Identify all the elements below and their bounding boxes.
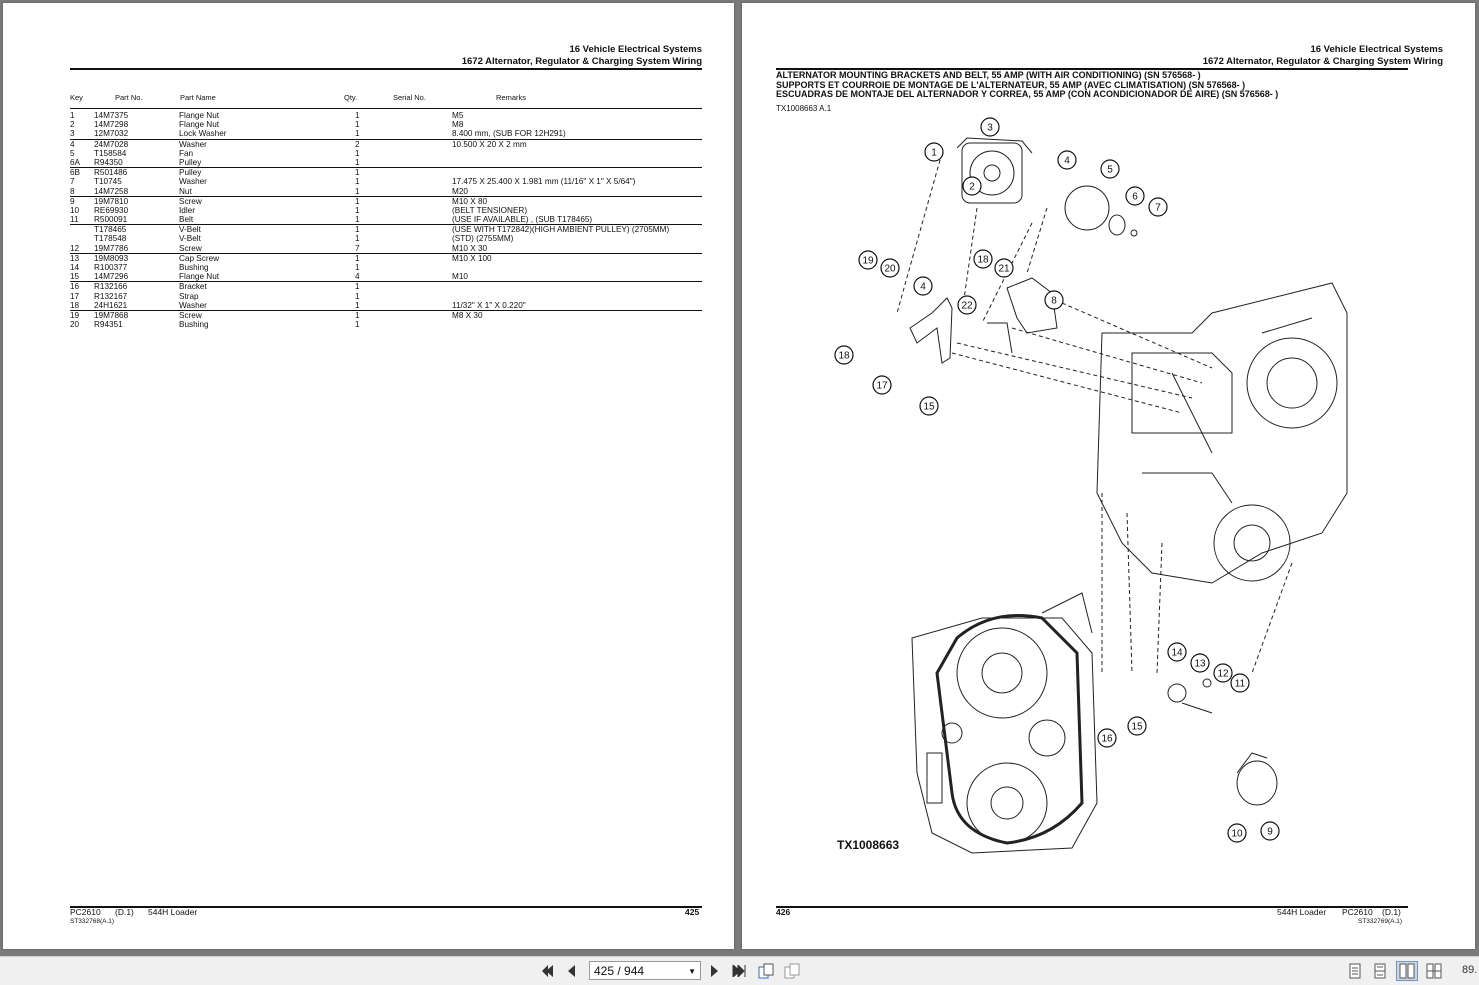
callout-label: 14 xyxy=(1171,647,1183,659)
part-name: V-Belt xyxy=(179,225,201,235)
part-qty: 1 xyxy=(355,129,360,139)
part-qty: 1 xyxy=(355,196,360,206)
col-part-name: Part Name xyxy=(180,93,216,102)
part-qty: 1 xyxy=(355,263,360,272)
part-key: 2 xyxy=(70,120,75,130)
callout-label: 6 xyxy=(1132,191,1138,203)
part-remarks: (USE WITH T172842)(HIGH AMBIENT PULLEY) (2705MM) xyxy=(452,225,670,235)
part-number: R94350 xyxy=(94,157,123,167)
part-name: Pulley xyxy=(179,168,202,178)
part-qty: 4 xyxy=(355,272,360,282)
callout-label: 11 xyxy=(1234,678,1246,690)
parts-table xyxy=(70,111,702,329)
part-qty: 1 xyxy=(355,148,360,158)
part-name: Strap xyxy=(179,291,199,301)
part-key: 17 xyxy=(70,291,80,301)
callout-3 xyxy=(981,118,999,136)
callout-11 xyxy=(1231,674,1249,692)
page-number: 426 xyxy=(776,907,791,917)
part-key: 6A xyxy=(70,157,81,167)
footer-doc-id: ST332769(A.1) xyxy=(1358,918,1403,925)
col-part-no: Part No. xyxy=(115,93,143,102)
part-qty: 2 xyxy=(355,139,360,149)
leader-dashes xyxy=(897,153,1292,673)
part-qty: 1 xyxy=(355,215,360,225)
table-row xyxy=(70,196,702,206)
callout-label: 15 xyxy=(1131,721,1143,733)
footer-catalog: PC2610 xyxy=(70,907,101,917)
part-name: Screw xyxy=(179,196,202,206)
table-row xyxy=(70,234,702,243)
callout-label: 19 xyxy=(862,255,874,267)
callout-20 xyxy=(881,259,899,277)
part-name: Lock Washer xyxy=(179,129,227,139)
part-key: 14 xyxy=(70,263,80,272)
part-name: Pulley xyxy=(179,157,202,167)
part-number: 24H1621 xyxy=(94,300,128,310)
part-number: T178465 xyxy=(94,225,127,235)
footer-catalog: PC2610 xyxy=(1342,907,1373,917)
callout-2 xyxy=(963,177,981,195)
footer-model: 544H Loader xyxy=(148,907,198,917)
part-remarks: M8 X 30 xyxy=(452,310,483,320)
title-es: ESCUADRAS DE MONTAJE DEL ALTERNADOR Y CORREA, 55 AMP (CON ACONDICIONADOR DE AIRE) (SN 576568- ) xyxy=(776,89,1279,100)
callout-4 xyxy=(1058,151,1076,169)
col-qty: Qty. xyxy=(344,93,358,102)
part-name: Nut xyxy=(179,186,192,196)
right-page xyxy=(742,3,1475,949)
part-name: Bracket xyxy=(179,282,207,292)
page-number-select[interactable] xyxy=(589,961,701,980)
continuous-icon[interactable] xyxy=(1370,961,1390,981)
fit-width-icon[interactable] xyxy=(782,961,802,981)
callout-6 xyxy=(1126,187,1144,205)
part-name: Cap Screw xyxy=(179,253,220,263)
part-qty: 1 xyxy=(355,225,360,235)
table-row xyxy=(70,253,702,263)
viewer-toolbar xyxy=(0,956,1479,985)
part-key: 11 xyxy=(70,215,79,225)
part-qty: 1 xyxy=(355,234,360,244)
part-name: Screw xyxy=(179,243,202,253)
part-remarks: M8 xyxy=(452,120,464,130)
part-qty: 1 xyxy=(355,168,360,178)
part-remarks: M20 xyxy=(452,186,468,196)
table-row xyxy=(70,292,702,301)
part-key: 3 xyxy=(70,129,75,139)
title-fr: SUPPORTS ET COURROIE DE MONTAGE DE L'ALTERNATEUR, 55 AMP (AVEC CLIMATISATION) (SN 576568- ) xyxy=(776,79,1246,90)
figure-id: TX1008663 xyxy=(837,838,900,852)
page-display: 425 / 944 xyxy=(594,964,645,978)
belt-drawing xyxy=(937,616,1082,844)
header-section: 16 Vehicle Electrical Systems xyxy=(1310,44,1443,55)
callout-label: 13 xyxy=(1194,658,1206,670)
callout-label: 4 xyxy=(920,281,926,293)
part-number: 24M7028 xyxy=(94,139,129,149)
title-en: ALTERNATOR MOUNTING BRACKETS AND BELT, 55 AMP (WITH AIR CONDITIONING) (SN 576568- ) xyxy=(776,70,1201,80)
part-remarks: (BELT TENSIONER) xyxy=(452,205,528,215)
part-key: 18 xyxy=(70,300,80,310)
footer-model: 544H Loader xyxy=(1277,907,1327,917)
callout-19 xyxy=(859,251,877,269)
part-qty: 1 xyxy=(355,310,360,320)
part-key: 1 xyxy=(70,111,75,120)
part-key: 7 xyxy=(70,177,75,187)
next-page-icon[interactable] xyxy=(705,961,725,981)
part-remarks: M10 X 30 xyxy=(452,243,488,253)
chevron-down-icon: ▼ xyxy=(688,967,696,976)
part-key: 5 xyxy=(70,148,75,158)
part-key: 20 xyxy=(70,320,80,330)
col-remarks: Remarks xyxy=(496,93,527,102)
footer-doc-id: ST332768(A.1) xyxy=(70,918,115,925)
table-row xyxy=(70,111,702,120)
engine-diagram xyxy=(832,113,1352,863)
table-row xyxy=(70,206,702,215)
table-row xyxy=(70,301,702,310)
header-group: 1672 Alternator, Regulator & Charging System Wiring xyxy=(461,56,702,67)
part-key: 13 xyxy=(70,253,80,263)
part-qty: 1 xyxy=(355,120,360,130)
part-qty: 1 xyxy=(355,253,360,263)
header-group: 1672 Alternator, Regulator & Charging System Wiring xyxy=(1202,56,1443,67)
table-row xyxy=(70,139,702,149)
part-remarks: 8.400 mm, (SUB FOR 12H291) xyxy=(452,129,566,139)
callout-22 xyxy=(958,296,976,314)
part-qty: 1 xyxy=(355,186,360,196)
part-qty: 1 xyxy=(355,282,360,292)
part-name: Bushing xyxy=(179,320,209,330)
callout-label: 12 xyxy=(1217,668,1229,680)
callout-label: 16 xyxy=(1101,733,1113,745)
part-name: Flange Nut xyxy=(179,272,220,282)
part-name: Idler xyxy=(179,205,195,215)
single-page-icon[interactable] xyxy=(1345,961,1365,981)
part-remarks: 10.500 X 20 X 2 mm xyxy=(452,139,527,149)
part-name: Belt xyxy=(179,215,194,225)
first-page-icon[interactable] xyxy=(537,961,557,981)
table-row xyxy=(70,320,702,329)
callout-label: 4 xyxy=(1064,155,1070,167)
callout-label: 2 xyxy=(969,181,975,193)
footer-revision: (D.1) xyxy=(1382,907,1401,917)
part-key: 10 xyxy=(70,205,80,215)
part-number: 14M7296 xyxy=(94,272,129,282)
callout-4 xyxy=(914,277,932,295)
fit-page-icon[interactable] xyxy=(756,961,776,981)
callout-label: 10 xyxy=(1231,828,1243,840)
table-row xyxy=(70,310,702,320)
callout-8 xyxy=(1045,291,1063,309)
part-number: 12M7032 xyxy=(94,129,129,139)
part-remarks: 11/32" X 1" X 0.220" xyxy=(452,300,526,310)
callout-label: 15 xyxy=(923,401,935,413)
callout-14 xyxy=(1168,643,1186,661)
part-key: 16 xyxy=(70,282,80,292)
part-name: Flange Nut xyxy=(179,111,220,120)
part-number: R501486 xyxy=(94,168,128,178)
callout-9 xyxy=(1261,822,1279,840)
part-number: R100377 xyxy=(94,263,128,272)
engine-block-upper xyxy=(1097,283,1347,583)
two-page-continuous-icon[interactable] xyxy=(1424,961,1444,981)
callout-15 xyxy=(1128,717,1146,735)
header-rule xyxy=(70,68,702,70)
figure-title xyxy=(776,71,1278,100)
part-number: R500091 xyxy=(94,215,128,225)
table-row xyxy=(70,158,702,167)
callout-1 xyxy=(925,143,943,161)
table-row xyxy=(70,149,702,158)
part-remarks: M10 X 80 xyxy=(452,196,488,206)
callout-layer xyxy=(835,118,1279,842)
callout-15 xyxy=(920,397,938,415)
callout-5 xyxy=(1101,160,1119,178)
callout-label: 1 xyxy=(931,147,937,159)
part-number: T158584 xyxy=(94,148,127,158)
part-name: Washer xyxy=(179,177,207,187)
table-row xyxy=(70,120,702,129)
callout-21 xyxy=(995,259,1013,277)
table-row xyxy=(70,187,702,196)
callout-label: 22 xyxy=(961,300,973,312)
part-qty: 1 xyxy=(355,205,360,215)
part-key: 9 xyxy=(70,196,75,206)
part-remarks: M10 X 100 xyxy=(452,253,492,263)
part-remarks: (STD) (2755MM) xyxy=(452,234,514,244)
callout-16 xyxy=(1098,729,1116,747)
part-name: Washer xyxy=(179,300,207,310)
part-number: 19M8093 xyxy=(94,253,129,263)
footer-revision: (D.1) xyxy=(115,907,134,917)
zoom-level[interactable]: 89. xyxy=(1462,964,1478,976)
part-key: 19 xyxy=(70,310,80,320)
figure-ref: TX1008663 A.1 xyxy=(776,104,832,113)
part-name: Flange Nut xyxy=(179,120,220,130)
header-section: 16 Vehicle Electrical Systems xyxy=(569,44,702,55)
table-row xyxy=(70,244,702,253)
part-remarks: (USE IF AVAILABLE) , (SUB T178465) xyxy=(452,215,593,225)
part-name: Bushing xyxy=(179,263,209,272)
table-row xyxy=(70,129,702,138)
callout-18 xyxy=(974,250,992,268)
callout-label: 20 xyxy=(884,263,896,275)
part-name: Washer xyxy=(179,139,207,149)
part-key: 12 xyxy=(70,243,80,253)
prev-page-icon[interactable] xyxy=(561,961,581,981)
last-page-icon[interactable] xyxy=(729,961,749,981)
two-page-icon[interactable] xyxy=(1396,961,1418,981)
part-key: 6B xyxy=(70,168,81,178)
table-row xyxy=(70,177,702,186)
col-serial-no: Serial No. xyxy=(393,93,426,102)
part-qty: 1 xyxy=(355,111,360,120)
table-row xyxy=(70,224,702,234)
callout-label: 18 xyxy=(838,350,850,362)
part-name: Screw xyxy=(179,310,202,320)
callout-label: 8 xyxy=(1051,295,1057,307)
callout-label: 18 xyxy=(977,254,989,266)
part-key: 8 xyxy=(70,186,75,196)
table-row xyxy=(70,281,702,291)
part-number: RE69930 xyxy=(94,205,129,215)
callout-12 xyxy=(1214,664,1232,682)
part-number: 19M7786 xyxy=(94,243,129,253)
part-qty: 1 xyxy=(355,300,360,310)
part-number: 14M7298 xyxy=(94,120,129,130)
table-head-rule xyxy=(70,108,702,109)
callout-7 xyxy=(1149,198,1167,216)
part-remarks: M5 xyxy=(452,111,464,120)
left-page xyxy=(3,3,734,949)
part-qty: 1 xyxy=(355,320,360,330)
part-number: R132167 xyxy=(94,291,128,301)
tensioner-drawing xyxy=(1168,679,1277,805)
table-row xyxy=(70,167,702,177)
part-number: T10745 xyxy=(94,177,122,187)
part-number: 19M7868 xyxy=(94,310,129,320)
callout-18 xyxy=(835,346,853,364)
callout-17 xyxy=(873,376,891,394)
callout-13 xyxy=(1191,654,1209,672)
part-number: R94351 xyxy=(94,320,123,330)
part-qty: 1 xyxy=(355,177,360,187)
part-number: 14M7375 xyxy=(94,111,129,120)
part-number: R132166 xyxy=(94,282,128,292)
part-key: 4 xyxy=(70,139,75,149)
callout-label: 3 xyxy=(987,122,993,134)
callout-label: 5 xyxy=(1107,164,1113,176)
part-number: 19M7810 xyxy=(94,196,129,206)
part-remarks: M10 xyxy=(452,272,468,282)
table-row xyxy=(70,272,702,281)
part-qty: 1 xyxy=(355,157,360,167)
callout-label: 21 xyxy=(998,263,1010,275)
table-row xyxy=(70,263,702,272)
part-number: 14M7258 xyxy=(94,186,129,196)
part-name: V-Belt xyxy=(179,234,201,244)
part-name: Fan xyxy=(179,148,194,158)
callout-label: 7 xyxy=(1155,202,1161,214)
part-qty: 7 xyxy=(355,243,360,253)
callout-label: 9 xyxy=(1267,826,1273,838)
part-qty: 1 xyxy=(355,291,360,301)
callout-label: 17 xyxy=(876,380,888,392)
callout-10 xyxy=(1228,824,1246,842)
page-number: 425 xyxy=(685,907,700,917)
table-row xyxy=(70,215,702,224)
part-remarks: 17.475 X 25.400 X 1.981 mm (11/16" X 1" X 5/64") xyxy=(452,177,636,187)
part-number: T178548 xyxy=(94,234,127,244)
col-key: Key xyxy=(70,93,83,102)
part-key: 15 xyxy=(70,272,80,282)
